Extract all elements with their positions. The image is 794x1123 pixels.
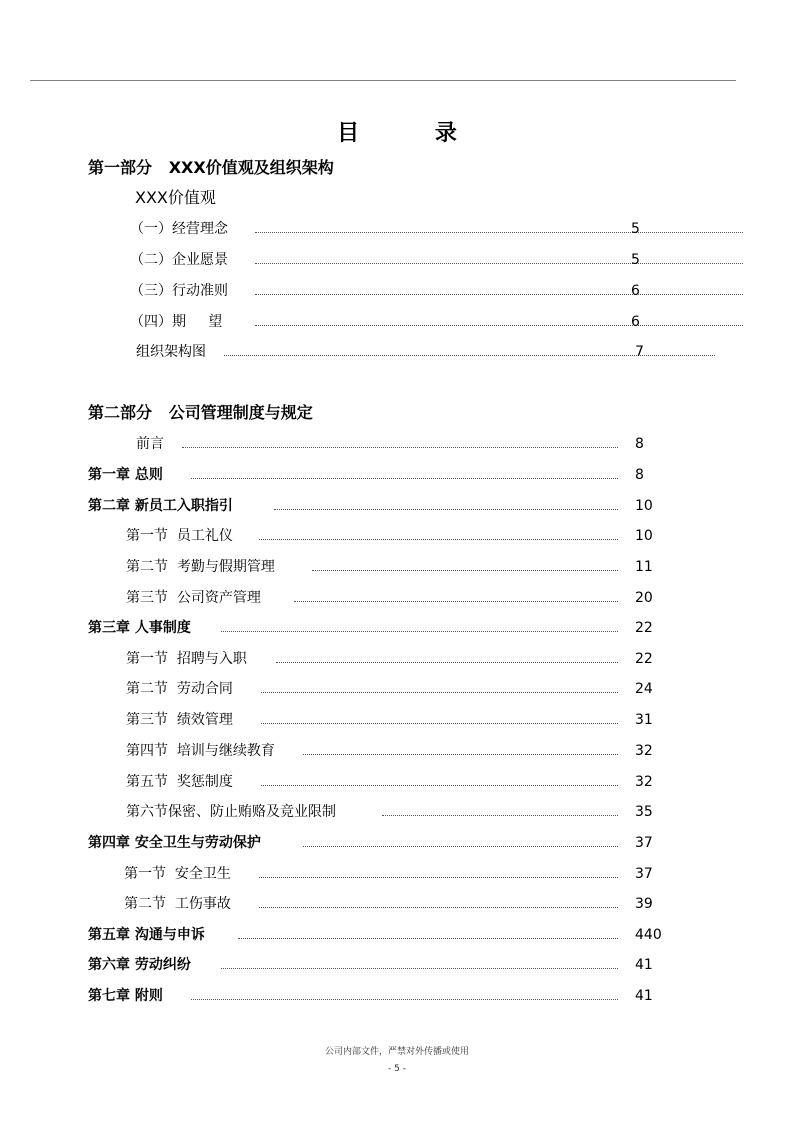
toc-entry[interactable] [130,312,650,332]
toc-entry[interactable] [130,219,650,239]
toc-entry-page: 22 [635,651,653,667]
dot-leader [259,907,618,908]
toc-entry-page: 5 [631,221,640,237]
toc-section[interactable] [126,772,656,792]
toc-section[interactable] [124,894,656,914]
toc-entry-page: 20 [635,590,653,606]
dot-leader [276,662,618,663]
dot-leader [303,846,618,847]
toc-section[interactable] [126,526,656,546]
toc-entry-label: （一）经营理念 [130,221,228,237]
toc-entry-page: 10 [635,498,653,514]
footer-notice: 公司内部文件，严禁对外传播或使用 [324,1047,469,1057]
toc-entry-page: 37 [635,835,653,851]
toc-entry-label: 第六章 劳动纠纷 [88,957,191,973]
toc-entry-page: 5 [631,252,640,268]
toc-entry-label: 第二节 工伤事故 [124,896,231,912]
toc-entry-page: 11 [635,559,653,575]
toc-section[interactable] [126,588,656,608]
toc-entry-label: 第一节 招聘与入职 [126,651,247,667]
toc-entry-page: 7 [635,344,644,360]
toc-section[interactable] [126,649,656,669]
dot-leader [191,478,618,479]
toc-section[interactable] [126,802,656,822]
toc-entry-label: 第四节 培训与继续教育 [126,743,275,759]
toc-chapter[interactable] [88,986,656,1006]
dot-leader [191,999,618,1000]
dot-leader [312,570,618,571]
toc-entry-label: 第一章 总则 [88,467,163,483]
dot-leader [261,785,618,786]
toc-entry-label: 第五节 奖惩制度 [126,774,233,790]
toc-entry[interactable] [130,250,650,270]
toc-entry-label: 前言 [136,436,164,452]
header-rule [30,80,736,81]
toc-entry-label: 第二节 劳动合同 [126,681,233,697]
dot-leader [259,877,618,878]
toc-entry-label: 第六节保密、防止贿赂及竞业限制 [126,804,336,820]
dot-leader [221,631,618,632]
toc-section[interactable] [124,864,656,884]
toc-entry-label: 第三章 人事制度 [88,620,191,636]
toc-entry-label: 第二节 考勤与假期管理 [126,559,275,575]
toc-entry-label: 第一节 安全卫生 [124,866,231,882]
dot-leader [255,232,743,233]
toc-entry-label: 组织架构图 [136,344,206,360]
toc-entry[interactable] [130,281,650,301]
dot-leader [255,294,743,295]
toc-entry-page: 6 [631,314,640,330]
toc-entry-label: 第五章 沟通与申诉 [88,927,205,943]
toc-section[interactable] [126,679,656,699]
document-title: 目 录 [337,121,491,146]
dot-leader [261,692,618,693]
dot-leader [238,938,618,939]
footer-page-number: - 5 - [388,1064,406,1074]
toc-entry-label: 第二章 新员工入职指引 [88,498,233,514]
dot-leader [382,815,618,816]
dot-leader [259,539,618,540]
dot-leader [274,509,618,510]
toc-entry-page: 10 [635,528,653,544]
toc-entry-label: 第七章 附则 [88,988,163,1004]
part-two-title: 第二部分 公司管理制度与规定 [88,403,313,422]
toc-chapter[interactable] [88,465,656,485]
toc-entry[interactable] [136,342,650,362]
toc-section[interactable] [126,710,656,730]
toc-entry-page: 8 [635,467,644,483]
toc-entry-page: 440 [635,927,662,943]
toc-entry-page: 39 [635,896,653,912]
toc-entry-page: 37 [635,866,653,882]
toc-entry-label: （三）行动准则 [130,283,228,299]
dot-leader [294,601,618,602]
dot-leader [255,325,743,326]
toc-chapter[interactable] [88,925,663,945]
toc-entry-page: 31 [635,712,653,728]
toc-entry-page: 8 [635,436,644,452]
dot-leader [221,968,618,969]
dot-leader [303,754,618,755]
toc-entry-label: 第四章 安全卫生与劳动保护 [88,835,261,851]
dot-leader [261,723,618,724]
toc-chapter[interactable] [88,496,656,516]
toc-entry-label: 第三节 绩效管理 [126,712,233,728]
toc-entry-page: 41 [635,957,653,973]
toc-entry-page: 32 [635,774,653,790]
toc-entry-label: 第三节 公司资产管理 [126,590,261,606]
toc-section[interactable] [126,741,656,761]
toc-entry[interactable] [136,434,656,454]
part-one-title: 第一部分 XXX价值观及组织架构 [88,158,334,177]
toc-entry-page: 41 [635,988,653,1004]
toc-entry-page: 32 [635,743,653,759]
toc-entry-label: 第一节 员工礼仪 [126,528,233,544]
toc-chapter[interactable] [88,833,656,853]
toc-entry-page: 6 [631,283,640,299]
toc-entry-label: （二）企业愿景 [130,252,228,268]
toc-section[interactable] [126,557,656,577]
toc-entry-label: （四）期 望 [130,314,223,330]
toc-chapter[interactable] [88,955,656,975]
dot-leader [182,447,618,448]
toc-entry-page: 24 [635,681,653,697]
toc-entry-page: 22 [635,620,653,636]
toc-entry-page: 35 [635,804,653,820]
values-section-title: XXX价值观 [135,188,216,207]
toc-chapter[interactable] [88,618,656,638]
dot-leader [255,263,743,264]
